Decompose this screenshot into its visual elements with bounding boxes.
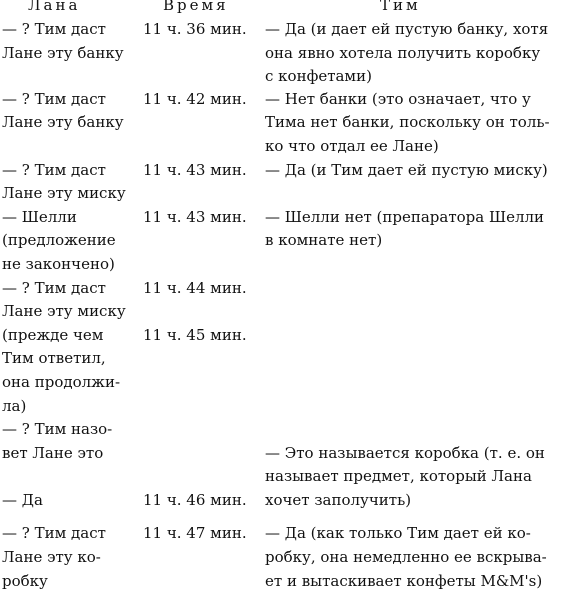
table-row: [0, 206, 570, 277]
time-stamp: 11 ч. 47 мин.: [143, 524, 247, 543]
table-row: [0, 522, 570, 593]
lana-utterance: (прежде чем Тим ответил, она продолжи- ла): [2, 325, 121, 415]
lana-utterance: — ? Тим даст Лане эту ко- робку: [2, 524, 106, 590]
lana-utterance: — Шелли (предложение не закончено): [2, 207, 116, 273]
lana-utterance: — ? Тим даст Лане эту банку: [2, 20, 124, 62]
tim-response: [265, 489, 570, 513]
tim-response: — Это называется коробка (т. е. он называет предмет, который Лана хочет заполучить): [265, 443, 545, 509]
tim-response: [265, 277, 570, 324]
tim-response: [265, 324, 570, 418]
column-header-tim: Тим: [380, 0, 421, 14]
lana-utterance: — ? Тим даст Лане эту банку: [2, 89, 124, 132]
table-row: [0, 277, 570, 324]
tim-response: — Шелли нет (препаратора Шелли в комнате нет): [265, 207, 545, 250]
lana-utterance: — Да: [2, 490, 43, 509]
table-row: [0, 489, 570, 513]
lana-utterance: — ? Тим даст Лане эту миску: [2, 160, 126, 203]
time-stamp: 11 ч. 36 мин.: [143, 20, 247, 38]
tim-response: — Да (и дает ей пустую банку, хотя она явно хотела получить коробку с конфетами): [265, 20, 549, 86]
column-header-time: Время: [163, 0, 229, 14]
lana-utterance: — ? Тим назо- вет Лане это: [2, 420, 113, 462]
tim-response: — Нет банки (это означает, что у Тима нет банки, поскольку он толь- ко что отдал ее Лане): [265, 89, 550, 155]
time-stamp: 11 ч. 43 мин.: [143, 160, 247, 179]
table-row: [0, 18, 570, 89]
lana-utterance: — ? Тим даст Лане эту миску: [2, 278, 126, 321]
dialogue-table: [0, 18, 570, 593]
table-header: [0, 0, 570, 16]
column-header-lana: Лана: [28, 0, 81, 14]
table-row: [0, 159, 570, 206]
time-stamp: 11 ч. 45 мин.: [143, 325, 247, 344]
table-row: [0, 324, 570, 418]
time-stamp: 11 ч. 46 мин.: [143, 490, 247, 509]
tim-response: — Да (как только Тим дает ей ко- робку, она немедленно ее вскрыва- ет и вытаскивает конфеты M&M's): [265, 524, 547, 590]
time-stamp: 11 ч. 44 мин.: [143, 278, 247, 297]
time-stamp: 11 ч. 42 мин.: [143, 89, 247, 108]
table-row: [0, 88, 570, 159]
time-stamp: 11 ч. 43 мин.: [143, 207, 247, 226]
tim-response: — Да (и Тим дает ей пустую миску): [265, 160, 548, 179]
